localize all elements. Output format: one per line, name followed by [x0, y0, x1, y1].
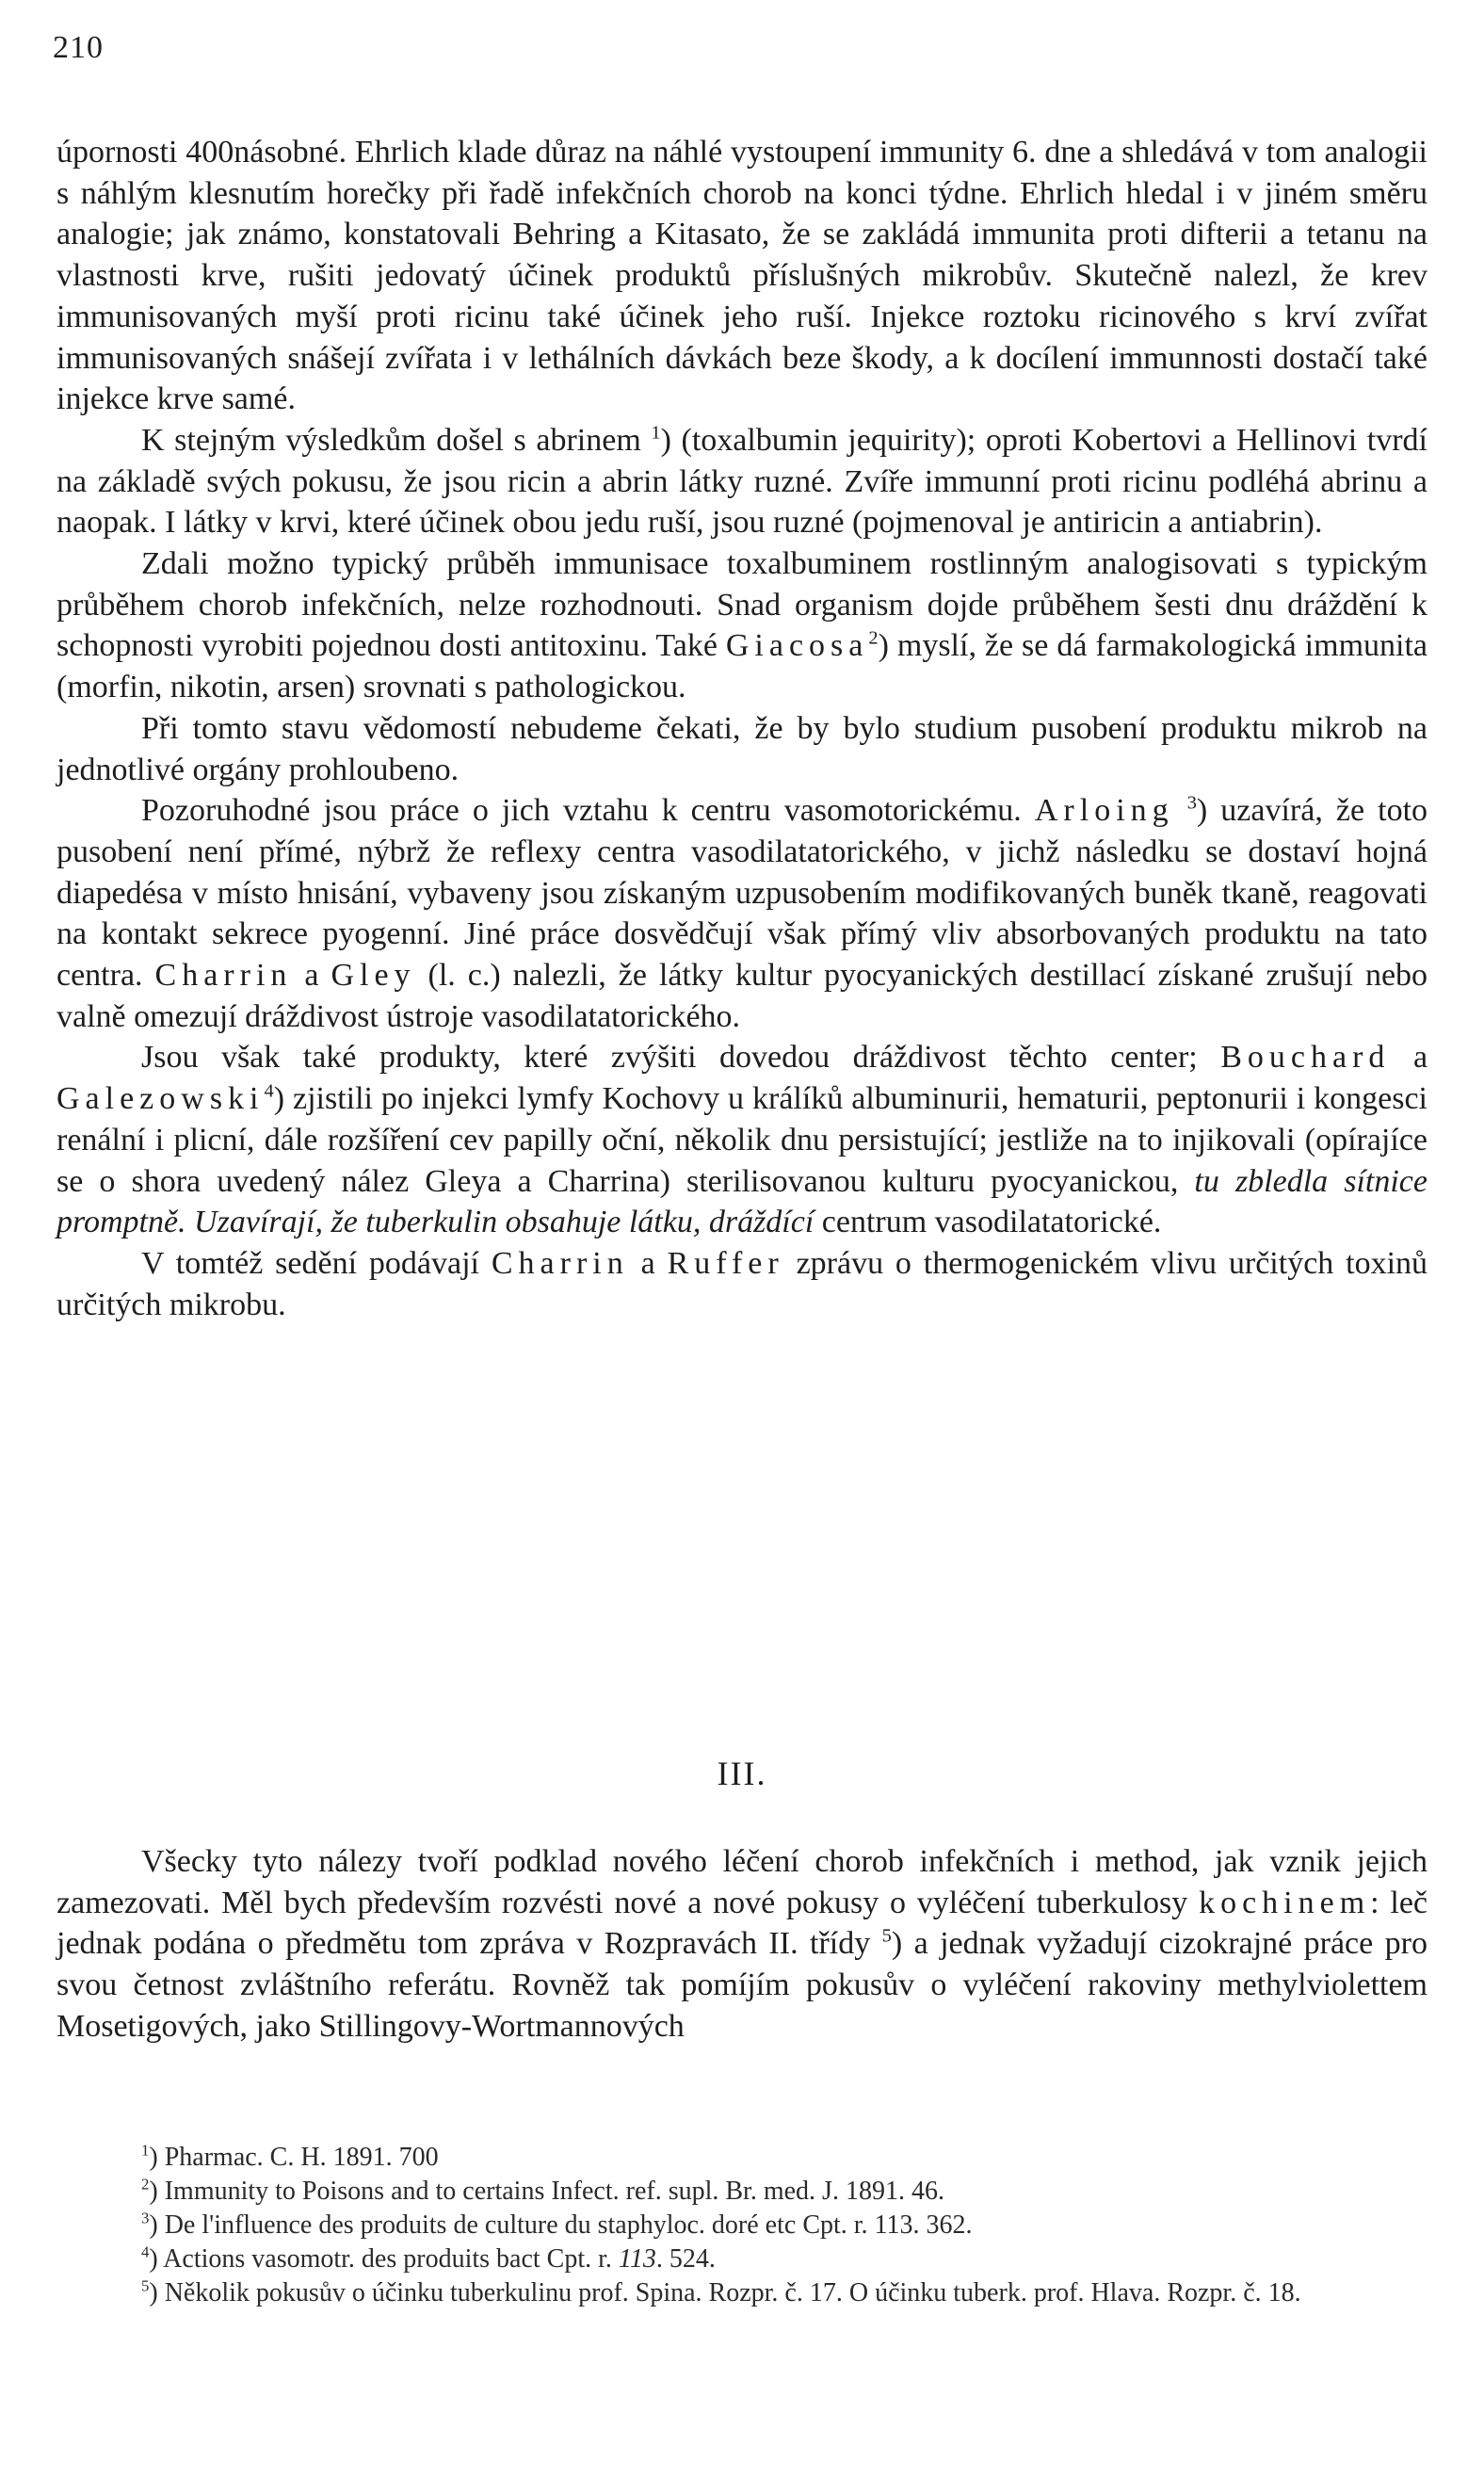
footnote-5	[56, 2276, 1428, 2310]
footnote-ref-3: 3	[1186, 792, 1197, 814]
text: a	[640, 1245, 655, 1281]
spaced-name: Galezowski	[56, 1081, 265, 1117]
footnote-text: ) Immunity to Poisons and to certains Infect. ref. supl. Br. med. J. 1891. 46.	[149, 2177, 944, 2206]
spaced-name: Charrin	[154, 958, 293, 994]
footnote-ref-5: 5	[881, 1926, 892, 1948]
footnote-1	[56, 2141, 1428, 2175]
text: Zdali možno typický průběh immunisace toxalbuminem rostlinným analogisovati s typickým průběhem chorob infekčních, nelze rozhodnouti. Snad organism dojde průběhem šesti dnu dráždění k schopnosti vyrobiti pojednou dosti antitoxinu. Také	[56, 546, 1428, 664]
spaced-name: Giacosa	[725, 628, 869, 664]
paragraph-3	[56, 543, 1428, 708]
text: ) myslí, že se dá farmakologická immunita (morfin, nikotin, arsen) srovnati s pathologickou.	[56, 628, 1428, 705]
text: Všecky tyto nálezy tvoří podklad nového léčení chorob infekčních i method, jak vznik jejich zamezovati. Měl bych především rozvésti nové a nové pokusy o vyléčení tuberkulosy	[56, 1844, 1428, 1920]
text: ) uzavírá, že toto pusobení není přímé, nýbrž že reflexy centra vasodilatatorického, v jichž následku se dostaví hojná diapedésa v místo hnisání, vybaveny jsou získaným uzpusobením modifikovaných buněk tkaně, reagovati na kontakt sekrece pyogenní. Jiné práce dosvědčují však přímý vliv absorbovaných produktu na tato centra.	[56, 793, 1428, 994]
spaced-name: Arloing	[1034, 793, 1174, 829]
italic-text: tu zbledla sítnice promptně. Uzavírají, že tuberkulin obsahuje látku, dráždící	[56, 1163, 1428, 1240]
paragraph-4	[56, 708, 1428, 790]
footnote-mark: 4	[141, 2242, 150, 2261]
spaced-name: Bouchard	[1220, 1040, 1391, 1076]
text: : leč jednak podána o předmětu tom zpráva v Rozpravách II. třídy	[56, 1885, 1428, 1962]
text: ) zjistili po injekci lymfy Kochovy u králíků albuminurii, hematurii, peptonurii i kongesci renální i plicní, dále rozšíření cev papilly oční, několik dnu persistující; jestliže na to injikovali (opírajíce se o shora uvedený nález Gleya a Charrina) sterilisovanou kulturu pyocyanickou,	[56, 1081, 1428, 1199]
body-text-section-2	[56, 1841, 1428, 2048]
page-number: 210	[53, 30, 104, 65]
body-text-section-1	[56, 132, 1428, 1325]
spaced-name: Ruffer	[667, 1245, 784, 1281]
text: a	[1412, 1040, 1428, 1076]
text: centrum vasodilatatorické.	[821, 1205, 1162, 1240]
footnote-4	[56, 2242, 1428, 2276]
footnote-text: ) Pharmac. C. H. 1891. 700	[149, 2143, 439, 2172]
spaced-name: kochinem	[1199, 1885, 1371, 1920]
spaced-name: Gley	[331, 958, 416, 994]
paragraph-8	[56, 1841, 1428, 2048]
text: Pozoruhodné jsou práce o jich vztahu k centru vasomotorickému.	[141, 793, 1022, 829]
text: K stejným výsledkům došel s abrinem	[141, 422, 641, 458]
paragraph-7	[56, 1243, 1428, 1325]
footnote-volume: 113	[618, 2244, 656, 2274]
text: zprávu o thermogenickém vlivu určitých toxinů určitých mikrobu.	[56, 1245, 1428, 1322]
text: ) (toxalbumin jequirity); oproti Kobertovi a Hellinovi tvrdí na základě svých pokusu, že jsou ricin a abrin látky ruzné. Zvíře immunní proti ricinu podléhá abrinu a naopak. I látky v krvi, které účinek obou jedu ruší, jsou ruzné (pojmenoval je antiricin a antiabrin).	[56, 422, 1428, 541]
text: (l. c.) nalezli, že látky kultur pyocyanických destillací získané zrušují nebo valně omezují dráždivost ústroje vasodilatatorického.	[56, 958, 1428, 1034]
text: Při tomto stavu vědomostí nebudeme čekati, že by bylo studium pusobení produktu mikrob na jednotlivé orgány prohloubeno.	[56, 710, 1428, 787]
spaced-name: Charrin	[491, 1245, 629, 1281]
text: ) a jednak vyžadují cizokrajné práce pro svou četnost zvláštního referátu. Rovněž tak pomíjím pokusův o vyléčení rakoviny methylviolettem Mosetigových, jako Stillingovy-Wortmannových	[56, 1926, 1428, 2044]
paragraph-6	[56, 1037, 1428, 1243]
text: V tomtéž sedění podávají	[141, 1245, 479, 1281]
footnote-ref-4: 4	[264, 1080, 274, 1102]
text: a	[304, 958, 319, 994]
footnote-text: . 524.	[655, 2244, 716, 2274]
footnote-ref-2: 2	[868, 628, 879, 650]
footnote-mark: 3	[141, 2209, 150, 2227]
footnote-mark: 1	[141, 2141, 150, 2160]
footnote-text: ) Actions vasomotr. des produits bact Cpt. r.	[149, 2244, 619, 2274]
section-heading: III.	[717, 1755, 767, 1792]
footnote-text: ) De l'influence des produits de culture du staphyloc. doré etc Cpt. r. 113. 362.	[149, 2210, 973, 2240]
footnote-mark: 5	[141, 2276, 150, 2295]
paragraph-5	[56, 790, 1428, 1037]
paragraph-2	[56, 420, 1428, 543]
footnote-3	[56, 2209, 1428, 2242]
footnote-text: ) Několik pokusův o účinku tuberkulinu prof. Spina. Rozpr. č. 17. O účinku tuberk. prof. Hlava. Rozpr. č. 18.	[149, 2278, 1301, 2307]
paragraph-1	[56, 132, 1428, 420]
footnote-ref-1: 1	[651, 422, 661, 444]
footnote-2	[56, 2175, 1428, 2209]
footnote-mark: 2	[141, 2175, 150, 2194]
footnotes	[56, 2141, 1428, 2310]
text: Jsou však také produkty, které zvýšiti dovedou dráždivost těchto center;	[141, 1040, 1198, 1076]
text: úpornosti 400násobné. Ehrlich klade důraz na náhlé vystoupení immunity 6. dne a shledává v tom analogii s náhlým klesnutím horečky při řadě infekčních chorob na konci týdne. Ehrlich hledal i v jiném směru analogie; jak známo, konstatovali Behring a Kitasato, že se zakládá immunita proti difterii a tetanu na vlastnosti krve, rušiti jedovatý účinek produktů příslušných mikrobův. Skutečně nalezl, že krev immunisovaných myší proti ricinu také účinek jeho ruší. Injekce roztoku ricinového s krví zvířat immunisovaných snášejí zvířata i v lethálních dávkách beze škody, a k docílení immunnosti dostačí také injekce krve samé.	[56, 135, 1428, 417]
